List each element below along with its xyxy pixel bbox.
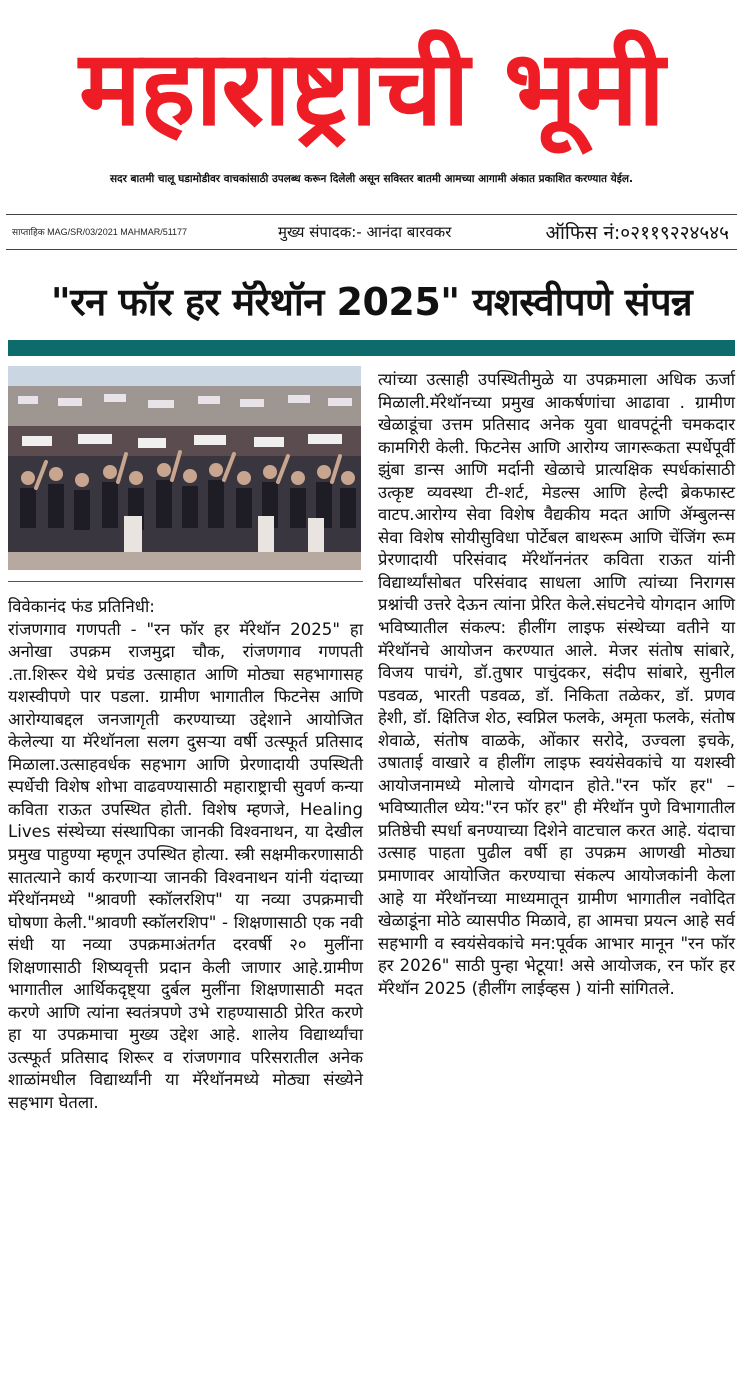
masthead: [0, 0, 743, 210]
byline: विवेकानंद फंड प्रतिनिधी:: [8, 597, 155, 616]
photo-divider: [8, 581, 363, 582]
article-body-right: त्यांच्या उत्साही उपस्थितीमुळे या उपक्रमाला अधिक ऊर्जा मिळाली.मॅरेथॉनच्या प्रमुख आकर्षणांचा आढावा . ग्रामीण खेळाडूंचा उत्तम प्रतिसाद अनेक युवा धावपटूंनी चमकदार कामगिरी केली. फिटनेस आणि आरोग्य जागरूकता स्पर्धेपूर्वी झुंबा डान्स आणि मर्दानी खेळाचे प्रात्यक्षिक स्पर्धकांसाठी उत्कृष्ट व्यवस्था टी-शर्ट, मेडल्स आणि हेल्दी ब्रेकफास्ट वाटप.आरोग्य सेवा विशेष वैद्यकीय मदत आणि ॲम्बुलन्स सेवा विशेष सोयीसुविधा पोर्टेबल बाथरूम आणि चेंजिंग रूम प्रेरणादायी परिसंवाद मॅरेथॉननंतर कविता राऊत यांनी विद्यार्थ्यांसोबत परिसंवाद साधला आणि त्यांच्या निरागस प्रश्नांची उत्तरे देऊन त्यांना प्रेरित केले.संघटनेचे योगदान आणि भविष्यातील संकल्प: हीलींग लाइफ संस्थेच्या वतीने या मॅरेथॉनचे आयोजन करण्यात आले. मेजर संतोष सांबारे, विजय पाचंगे, डॉ.तुषार पाचुंदकर, संदीप सांबारे, सुनील पडवळ, भारती पडवळ, डॉ. निकिता तळेकर, डॉ. प्रणव हेशी, डॉ. क्षितिज शेठ, स्वप्निल फलके, अमृता फलके, संतोष शेवाळे, संतोष वाळके, ओंकार सरोदे, उज्वला इचके, उषाताई वाखारे व हीलींग लाइफ स्वयंसेवकांचे या यशस्वी आयोजनामध्ये मोलाचे योगदान होते."रन फॉर हर" –भविष्यातील ध्येय:"रन फॉर हर" ही मॅरेथॉन पुणे विभागातील प्रतिष्ठेची स्पर्धा बनण्याच्या दिशेने वाटचाल करत आहे. यंदाचा उत्साह पाहता पुढील वर्षी हा उपक्रम आणखी मोठ्या प्रमाणावर आयोजित करण्याचा संकल्प आयोजकांनी केला आहे या मॅरेथॉनच्या माध्यमातून ग्रामीण भागातील नवोदित खेळाडूंना मोठे व्यासपीठ मिळावे, हा आमचा प्रयत्न आहे सर्व सहभागी व स्वयंसेवकांचे मन:पूर्वक आभार मानून "रन फॉर हर 2026" साठी पुन्हा भेटूया! असे आयोजक, रन फॉर हर मॅरेथॉन 2025 (हीलींग लाईव्हस ) यांनी सांगितले.: [378, 370, 735, 998]
chief-editor: मुख्य संपादक:- आनंदा बारवकर: [278, 223, 452, 241]
info-strip: [6, 214, 737, 250]
article-column-right: [378, 369, 735, 1000]
article-body-left: रांजणगाव गणपती - "रन फॉर हर मॅरेथॉन 2025" हा अनोखा उपक्रम राजमुद्रा चौक, रांजणगाव गणपती .ता.शिरूर येथे प्रचंड उत्साहात आणि मोठ्या सहभागासह यशस्वीपणे पार पडला. ग्रामीण भागातील फिटनेस आणि आरोग्याबद्दल जनजागृती करण्याच्या उद्देशाने आयोजित केलेल्या या मॅरेथॉनला सलग दुसऱ्या वर्षी उत्स्फूर्त प्रतिसाद मिळाला.उत्साहवर्धक सहभाग आणि प्रेरणादायी उपस्थिती स्पर्धेची विशेष शोभा वाढवण्यासाठी महाराष्ट्राची सुवर्ण कन्या कविता राऊत उपस्थित होती. विशेष म्हणजे, Healing Lives संस्थेच्या संस्थापिका जानकी विश्वनाथन, या देखील प्रमुख पाहुण्या म्हणून उपस्थित होत्या. स्त्री सक्षमीकरणासाठी सातत्याने कार्य करणाऱ्या जानकी विश्वनाथन यांनी यंदाच्या मॅरेथॉनमध्ये "श्रावणी स्कॉलरशिप" या नव्या उपक्रमाची घोषणा केली."श्रावणी स्कॉलरशिप" - शिक्षणासाठी एक नवी संधी या नव्या उपक्रमाअंतर्गत दरवर्षी २० मुलींना शिक्षणासाठी शिष्यवृत्ती प्रदान केली जाणार आहे.ग्रामीण भागातील आर्थिकदृष्ट्या दुर्बल मुलींना शिक्षणासाठी मदत करणे आणि त्यांना स्वतंत्रपणे उभे राहण्यासाठी प्रेरित करणे हा या उपक्रमाचा मुख्य उद्देश आहे. शालेय विद्यार्थ्यांचा उत्स्फूर्त प्रतिसाद शिरूर व रांजणगाव परिसरातील अनेक शाळांमधील विद्यार्थ्यांनी या मॅरेथॉनमध्ये मोठ्या संख्येने सहभाग घेतला.: [8, 619, 363, 1113]
masthead-tagline: सदर बातमी चालू घडामोडीवर वाचकांसाठी उपलब्ध करून दिलेली असून सविस्तर बातमी आमच्या आगामी अंकात प्रकाशित करण्यात येईल.: [109, 173, 634, 185]
accent-bar: [8, 340, 735, 356]
registration-number: साप्ताहिक MAG/SR/03/2021 MAHMAR/51177: [12, 227, 188, 237]
article-headline: "रन फॉर हर मॅरेथॉन 2025" यशस्वीपणे संपन्न: [50, 280, 693, 324]
office-phone: ऑफिस नं:०२११९२२४५४५: [545, 222, 729, 244]
marathon-crowd-photo: [8, 366, 361, 570]
article-column-left: [8, 596, 363, 1115]
newspaper-title: महाराष्ट्राची भूमी: [79, 27, 664, 149]
